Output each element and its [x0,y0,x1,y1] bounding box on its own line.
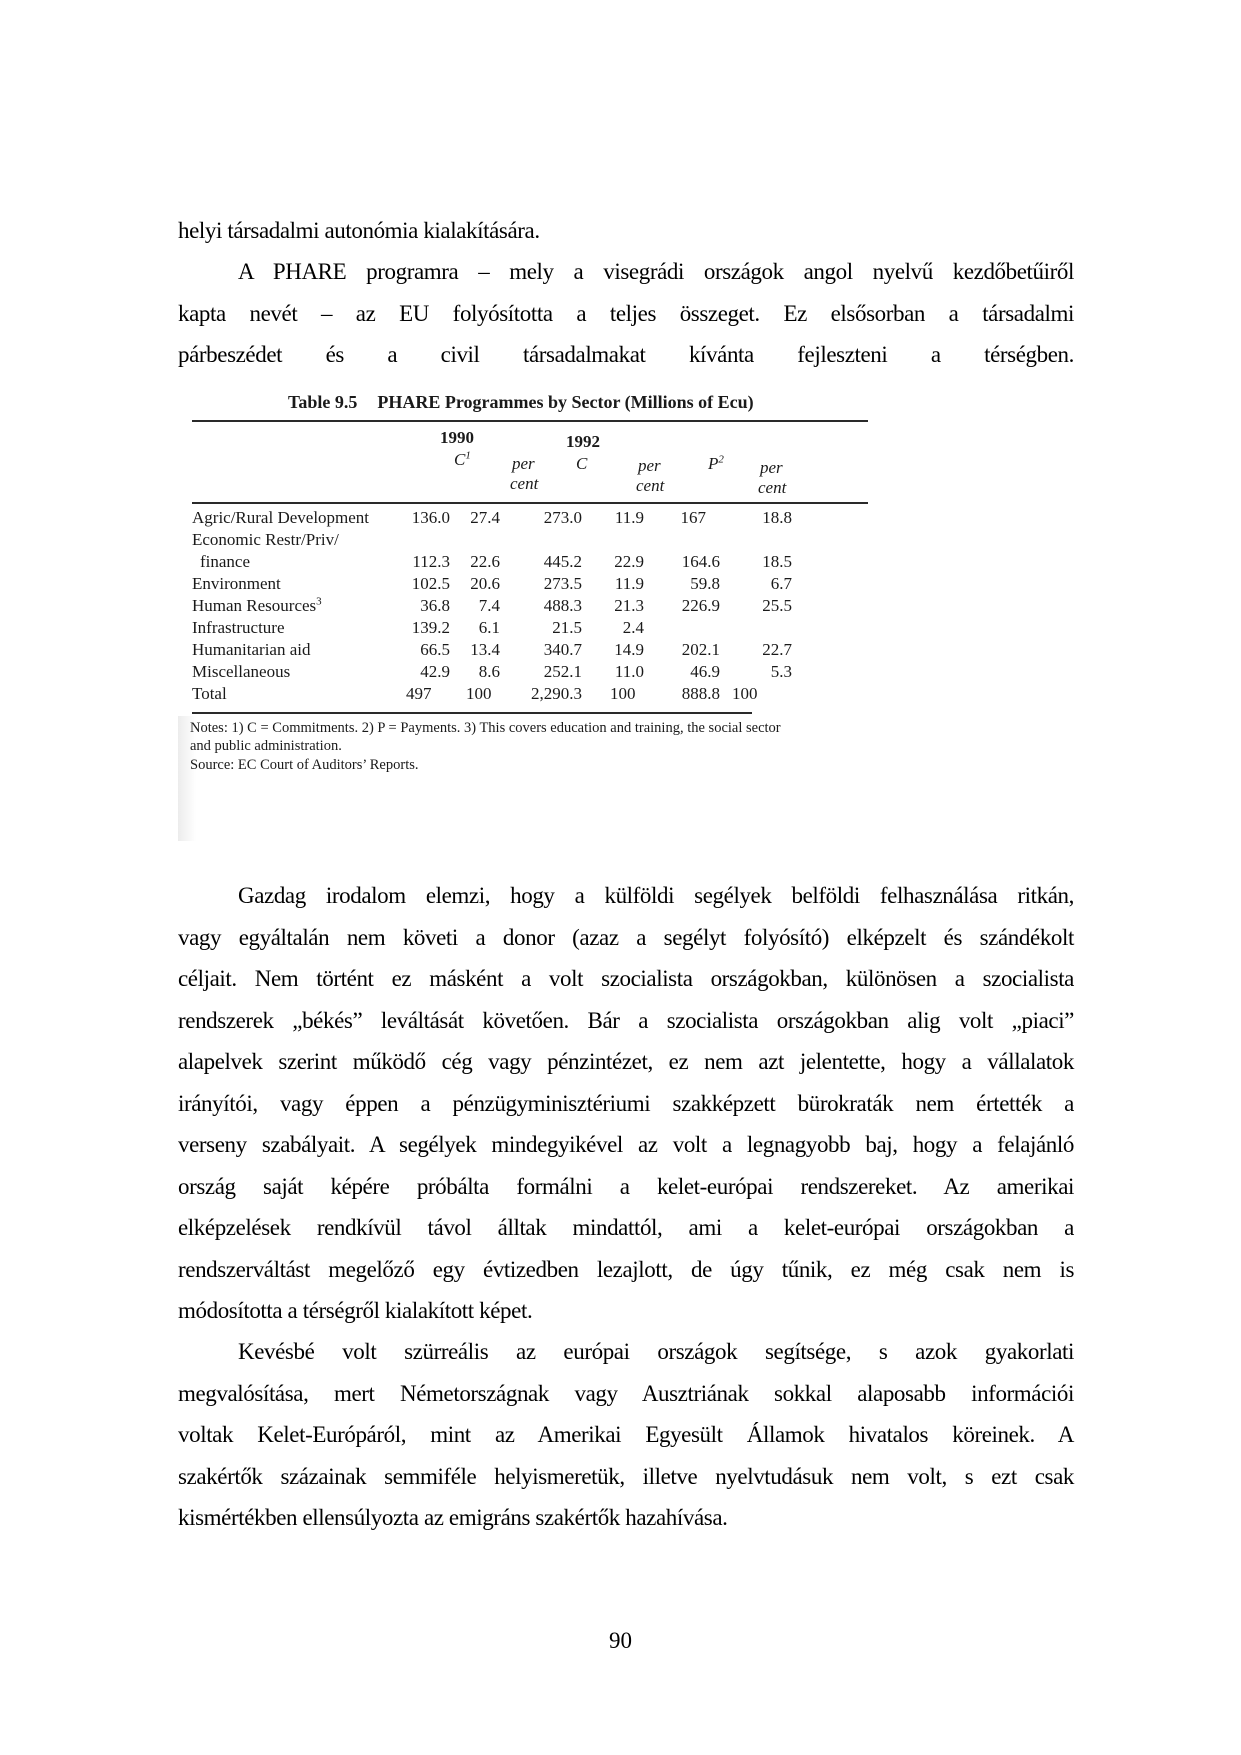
header-percent-1992-b: cent [636,476,665,495]
table-row: Humanitarian aid 66.5 13.4 340.7 14.9 202.1 22.7 [192,640,792,659]
header-percent-1992: per [638,456,661,475]
table-title: PHARE Programmes by Sector (Millions of Ecu) [377,392,754,412]
text-line: párbeszédet és a civil társadalmakat kívánta fejleszteni a térségben. [178,342,1074,367]
table-top-rule [192,420,868,422]
table-number: Table 9.5 [288,392,358,412]
text-line: Kevésbé volt szürreális az európai országok segítsége, s azok gyakorlati [238,1339,1074,1364]
table-caption [288,392,754,413]
table-notes: Notes: 1) C = Commitments. 2) P = Payments. 3) This covers education and training, the social sector [190,720,781,736]
text-line: ország saját képére próbálta formálni a kelet-európai rendszereket. Az amerikai [178,1173,1074,1199]
table-row: finance 112.3 22.6 445.2 22.9 164.6 18.5 [200,552,792,571]
text-line: voltak Kelet-Európáról, mint az Amerikai Egyesült Államok hivatalos köreinek. A [178,1422,1074,1447]
paragraph-foreign-aid [178,875,1074,1332]
paragraph-continuation [178,210,1074,252]
table-row: Environment 102.5 20.6 273.5 11.9 59.8 6.7 [192,574,792,593]
text-line: helyi társadalmi autonómia kialakítására. [178,218,540,243]
paragraph-european-help [178,1331,1074,1539]
text-line: verseny szabályait. A segélyek mindegyikével az volt a legnagyobb baj, hogy a felajánló [178,1132,1074,1157]
table-source: Source: EC Court of Auditors’ Reports. [190,757,419,773]
header-percent-p: per [760,458,783,477]
text-line: kismértékben ellensúlyozta az emigráns szakértők hazahívása. [178,1505,728,1530]
table-header-rule [192,502,868,504]
table-notes-cont: and public administration. [190,738,342,754]
table-row: Economic Restr/Priv/ [192,530,339,549]
text-line: kapta nevét – az EU folyósította a teljes összeget. Ez elsősorban a társadalmi [178,300,1074,326]
table-row: Miscellaneous 42.9 8.6 252.1 11.0 46.9 5.3 [192,662,792,681]
text-line: rendszerváltást megelőző egy évtizedben lezajlott, de úgy tűnik, ez még csak nem is [178,1256,1074,1282]
paragraph-phare [178,251,1074,376]
table-row: Agric/Rural Development 136.0 27.4 273.0 11.9 167 18.8 [192,508,792,527]
table-bottom-rule [192,712,752,714]
text-line: megvalósítása, mert Németországnak vagy Ausztriának sokkal alaposabb információi [178,1380,1074,1406]
text-line: szakértők százainak semmiféle helyismeretük, illetve nyelvtudásuk nem volt, s ezt csak [178,1463,1074,1489]
header-p1992: $P^2$ [708,453,724,473]
header-percent-1990: per [512,454,535,473]
text-line: Gazdag irodalom elemzi, hogy a külföldi segélyek belföldi felhasználása ritkán, [238,883,1074,908]
table-row: Human Resources$^3$ 36.8 7.4 488.3 21.3 226.9 25.5 [192,595,792,615]
text-line: alapelvek szerint működő cég vagy pénzintézet, ez nem azt jelentette, hogy a vállalatok [178,1049,1074,1074]
table-row: Infrastructure 139.2 6.1 21.5 2.4 [192,618,644,637]
row-label-human-resources: Human Resources$^3$ [192,595,322,615]
table-row-total: Total 497 100 2,290.3 100 888.8 100 [192,684,758,703]
text-line: céljait. Nem történt ez másként a volt szocialista országokban, különösen a szocialista [178,966,1074,991]
header-percent-1990-b: cent [510,474,539,493]
header-c1992: C [576,454,588,473]
header-year-1990: 1990 [440,428,474,447]
header-c1990: $C^1$ [454,449,471,469]
header-year-1992: 1992 [566,432,600,451]
text-line: vagy egyáltalán nem követi a donor (azaz a segélyt folyósító) elképzelt és szándékolt [178,924,1074,950]
text-line: elképzelések rendkívül távol álltak mindattól, ami a kelet-európai országokban a [178,1215,1074,1240]
text-line: irányítói, vagy éppen a pénzügyminisztériumi szakképzett bürokraták nem értették a [178,1090,1074,1116]
page-number: 90 [609,1628,632,1653]
header-percent-p-b: cent [758,478,787,497]
text-line: rendszerek „békés” leváltását követően. Bár a szocialista országokban alig volt „piaci” [178,1007,1074,1033]
table-image [178,386,878,841]
text-line: módosította a térségről kialakított képet. [178,1298,533,1323]
text-line: A PHARE programra – mely a visegrádi országok angol nyelvű kezdőbetűiről [238,259,1074,284]
